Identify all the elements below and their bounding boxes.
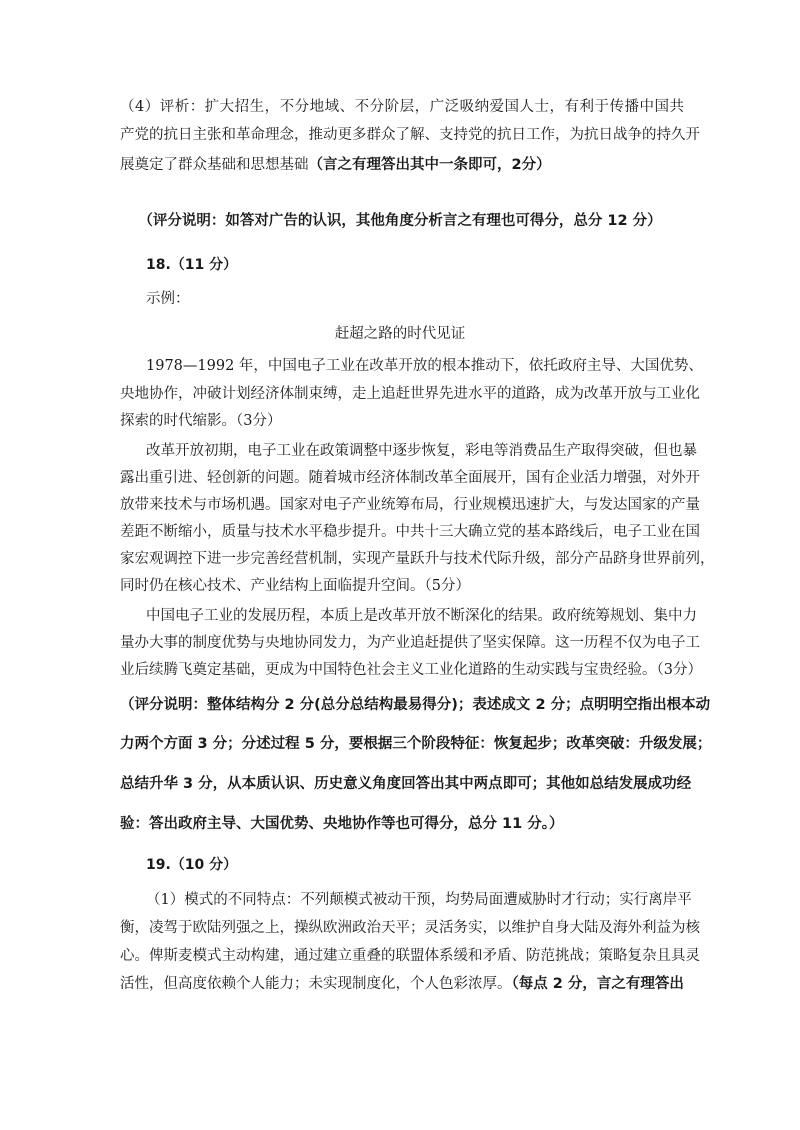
q17-part4-score-note: （言之有理答出其中一条即可，2分）	[308, 157, 551, 173]
q19-number: 19.（10 分）	[146, 857, 238, 873]
q18-p1-line-1: 1978—1992 年，中国电子工业在改革开放的根本推动下，依托政府主导、大国优势、	[146, 358, 703, 374]
q18-p1-line-2: 央地协作，冲破计划经济体制束缚，走上追赶世界先进水平的道路，成为改革开放与工业化	[120, 386, 700, 402]
q18-p3-line-2: 量办大事的制度优势与央地协同发力，为产业追赶提供了坚实保障。这一历程不仅为电子工	[120, 635, 700, 651]
q18-p2-line-5: 家宏观调控下进一步完善经营机制，实现产量跃升与技术代际升级，部分产品跻身世界前列，	[120, 551, 715, 567]
q19-line-3: 心。俾斯麦模式主动构建，通过建立重叠的联盟体系缓和矛盾、防范挑战；策略复杂且具灵	[120, 948, 700, 964]
q19-line-2: 衡，凌驾于欧陆列强之上，操纵欧洲政治天平；灵活务实，以维护自身大陆及海外利益为核	[120, 920, 700, 936]
q18-p2-line-2: 露出重引进、轻创新的问题。随着城市经济体制改革全面展开，国有企业活力增强，对外开	[120, 470, 700, 486]
q17-part4-line-3	[120, 155, 684, 175]
q18-scoring-line-1: （评分说明：整体结构分 2 分(总分总结构最易得分)；表述成文 2 分；点明明空指出根本动	[120, 697, 711, 713]
q18-essay-title: 赶超之路的时代见证	[334, 326, 466, 342]
q18-p3-line-3: 业后续腾飞奠定基础，更成为中国特色社会主义工业化道路的生动实践与宝贵经验。（3分）	[120, 662, 702, 678]
q18-example-label: 示例：	[146, 291, 190, 307]
q18-p1-line-3: 探索的时代缩影。（3分）	[120, 413, 282, 429]
q18-number: 18.（11 分）	[146, 257, 238, 273]
q18-scoring-line-2: 力两个方面 3 分；分述过程 5 分，要根据三个阶段特征：恢复起步；改革突破：升级发展；	[120, 736, 712, 752]
q18-p2-line-6: 同时仍在核心技术、产业结构上面临提升空间。（5分）	[120, 578, 470, 594]
q19-line-4-text: 活性，但高度依赖个人能力；未实现制度化，个人色彩浓厚。	[120, 976, 512, 992]
q19-score-note: （每点 2 分，言之有理答出	[511, 976, 684, 992]
q17-scoring-note: （评分说明：如答对广告的认识，其他角度分析言之有理也可得分，总分 12 分）	[138, 213, 662, 229]
q18-p2-line-1: 改革开放初期，电子工业在政策调整中逐步恢复，彩电等消费品生产取得突破，但也暴	[146, 443, 697, 459]
q17-part4-line-2: 产党的抗日主张和革命理念，推动更多群众了解、支持党的抗日工作，为抗日战争的持久开	[120, 127, 700, 143]
q18-p2-line-3: 放带来技术与市场机遇。国家对电子产业统筹布局，行业规模迅速扩大，与发达国家的产量	[120, 497, 700, 513]
q19-line-4	[120, 974, 684, 994]
q17-part4-line-1: （4）评析：扩大招生，不分地域、不分阶层，广泛吸纳爱国人士，有利于传播中国共	[120, 99, 684, 115]
q18-scoring-line-4: 验：答出政府主导、大国优势、央地协作等也可得分，总分 11 分。）	[120, 816, 564, 832]
q18-p3-line-1: 中国电子工业的发展历程，本质上是改革开放不断深化的结果。政府统筹规划、集中力	[146, 608, 697, 624]
q17-part4-line-3-text: 展奠定了群众基础和思想基础	[120, 157, 309, 173]
q19-line-1: （1）模式的不同特点：不列颠模式被动干预，均势局面遭威胁时才行动；实行离岸平	[146, 892, 692, 908]
q18-p2-line-4: 差距不断缩小，质量与技术水平稳步提升。中共十三大确立党的基本路线后，电子工业在国	[120, 524, 700, 540]
q18-scoring-line-3: 总结升华 3 分，从本质认识、历史意义角度回答出其中两点即可；其他如总结发展成功经	[120, 776, 692, 792]
